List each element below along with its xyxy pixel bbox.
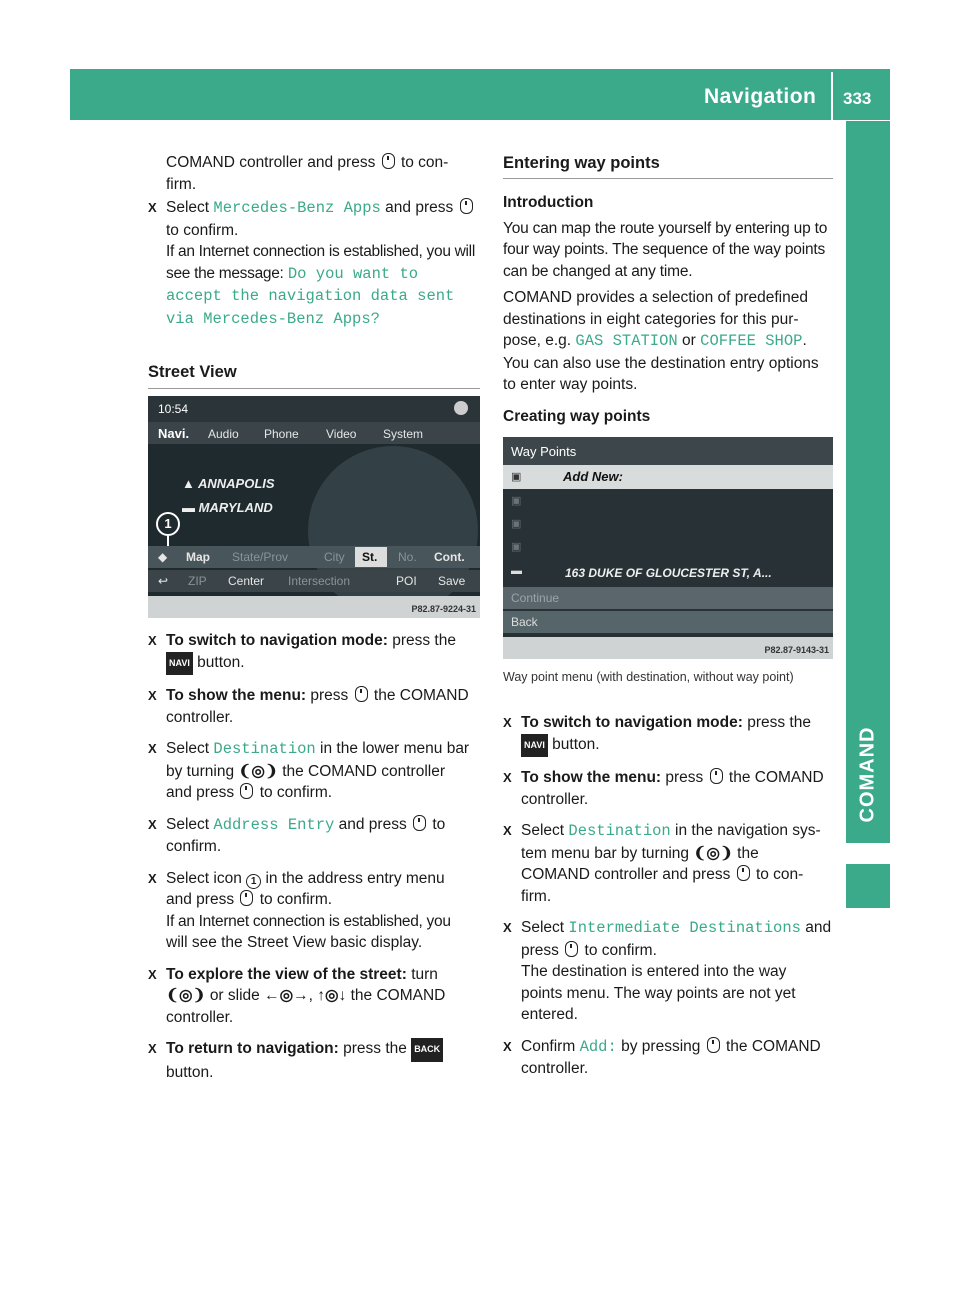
- menu-city[interactable]: City: [324, 550, 345, 564]
- menu-code: Add:: [579, 1037, 617, 1056]
- controller-turn-icon: ❨◎❩: [693, 844, 733, 862]
- controller-press-icon: [707, 1037, 720, 1053]
- text: press the: [392, 632, 456, 649]
- text: press: [665, 769, 704, 786]
- list-item: [148, 1038, 482, 1083]
- controller-press-icon: [413, 815, 426, 831]
- text: or: [682, 332, 696, 349]
- menu-continue[interactable]: Cont.: [434, 550, 465, 564]
- text: to con-: [755, 866, 804, 883]
- menu-code: Destination: [568, 822, 671, 840]
- text: controller.: [521, 1060, 589, 1077]
- entering-way-points-heading: Entering way points: [503, 154, 660, 172]
- text: controller.: [166, 708, 234, 726]
- controller-slide-horizontal-icon: ←◎→: [264, 987, 309, 1004]
- text: press the: [343, 1040, 407, 1057]
- controller-press-icon: [710, 768, 723, 784]
- controller-press-icon: [737, 865, 750, 881]
- section-title: Navigation: [704, 85, 817, 108]
- controller-turn-icon: ❨◎❩: [166, 987, 206, 1004]
- right-intro: [503, 192, 835, 396]
- text: To explore the view of the street:: [166, 965, 407, 983]
- list-item: [148, 685, 482, 728]
- left-column: [148, 152, 482, 330]
- text: press: [310, 687, 349, 704]
- text: to con-: [400, 154, 449, 171]
- text: pose, e.g.: [503, 332, 572, 349]
- list-item: [148, 868, 482, 954]
- introduction-heading: Introduction: [503, 194, 594, 211]
- list-item: [503, 712, 837, 757]
- text: Select: [166, 199, 210, 216]
- message-code: Do you want to: [287, 264, 419, 283]
- text: Confirm: [521, 1037, 576, 1055]
- compass-icon: [454, 401, 468, 415]
- text: to confirm.: [259, 784, 333, 801]
- list-item: X To explore the view of the street: turn ❨◎❩ or slide ←◎→, ↑◎↓ the COMAND controller.: [148, 964, 482, 1029]
- heading-rule: [148, 388, 480, 389]
- clock: 10:54: [158, 402, 189, 416]
- text: to confirm.: [584, 941, 657, 959]
- address-entry-icon[interactable]: ◆: [158, 550, 168, 564]
- text: in the navigation sys-: [675, 822, 821, 839]
- text: or slide: [209, 987, 260, 1004]
- text: confirm.: [166, 838, 222, 855]
- controller-press-icon: [565, 941, 578, 957]
- callout-1-icon: 1: [246, 874, 261, 889]
- controller-press-icon: [240, 783, 253, 799]
- text: firm.: [166, 175, 197, 193]
- text: to: [432, 815, 446, 833]
- text: and press: [166, 891, 235, 908]
- text: To switch to navigation mode:: [521, 714, 743, 731]
- navi-key-icon: NAVI: [521, 734, 548, 758]
- text: . You: [503, 332, 807, 372]
- figure-caption: Way point menu (with destination, without way point): [503, 670, 794, 684]
- page-number: 333: [843, 89, 872, 108]
- menu-state-prov[interactable]: State/Prov: [232, 550, 289, 564]
- tab-video[interactable]: Video: [326, 427, 357, 441]
- message-code: accept the navigation data sent: [166, 287, 455, 305]
- text: and press: [385, 199, 454, 216]
- back-arrow-icon[interactable]: ↩: [158, 574, 169, 588]
- text: To return to navigation:: [166, 1040, 339, 1057]
- list-item: [148, 814, 482, 858]
- text: press the: [747, 714, 811, 731]
- controller-turn-icon: ❨◎❩: [238, 762, 278, 780]
- tab-phone[interactable]: Phone: [264, 427, 299, 441]
- text: entered.: [521, 1006, 578, 1023]
- street-view-screenshot: [148, 396, 480, 618]
- location-city: ▬ MARYLAND: [182, 500, 273, 515]
- menu-title: Way Points: [511, 444, 577, 459]
- destination-flag-icon: ▬: [511, 565, 522, 577]
- menu-zip[interactable]: ZIP: [188, 574, 207, 588]
- tab-audio[interactable]: Audio: [208, 427, 239, 441]
- controller-press-icon: [460, 198, 473, 214]
- menu-code: Address Entry: [213, 815, 335, 834]
- continue-button[interactable]: Continue: [511, 591, 560, 605]
- menu-map[interactable]: Map: [186, 550, 210, 564]
- controller-press-icon: [382, 153, 395, 169]
- list-item: [503, 767, 837, 810]
- text: press: [521, 941, 559, 959]
- menu-street[interactable]: St.: [362, 550, 378, 564]
- waypoint-slot-icon: ▣: [511, 518, 522, 530]
- text: Select: [521, 919, 565, 936]
- text: COMAND controller and press: [166, 154, 376, 171]
- list-item: [148, 738, 482, 804]
- text: by turning: [166, 762, 235, 780]
- side-marker: [846, 864, 890, 908]
- message-code: via Mercedes-Benz Apps?: [166, 309, 380, 328]
- location-state: ▲ ANNAPOLIS: [182, 476, 275, 491]
- text: If an Internet connection is established, you will see the message:: [166, 243, 475, 282]
- text: Select: [166, 815, 210, 833]
- text: the COMAND controller: [282, 762, 445, 780]
- category-code: GAS STATION: [575, 332, 678, 350]
- menu-poi[interactable]: POI: [396, 574, 417, 588]
- text: button.: [166, 1063, 214, 1081]
- add-new-item[interactable]: Add New:: [563, 469, 623, 484]
- controller-press-icon: [240, 890, 253, 906]
- controller-press-icon: [355, 686, 368, 702]
- navi-key-icon: NAVI: [166, 652, 193, 676]
- street-view-heading: Street View: [148, 363, 237, 381]
- image-code: P82.87-9143-31: [764, 645, 829, 655]
- text: points menu. The way points are not yet: [521, 984, 796, 1002]
- menu-intersection[interactable]: Intersection: [288, 574, 351, 588]
- text: firm.: [521, 887, 552, 905]
- text: in the address entry menu: [265, 869, 445, 887]
- way-points-screenshot: [503, 437, 833, 659]
- location-label: MARYLAND: [198, 500, 273, 515]
- list-item: [503, 917, 837, 1026]
- text: and press: [338, 815, 407, 833]
- menu-code: Mercedes-Benz Apps: [213, 199, 381, 217]
- text: the COMAND: [728, 769, 824, 786]
- category-code: COFFEE SHOP: [700, 332, 803, 350]
- text: to confirm.: [166, 221, 239, 239]
- heading-rule: [503, 178, 833, 179]
- menu-code: Destination: [213, 740, 316, 758]
- image-code: P82.87-9224-31: [411, 604, 476, 614]
- text: in the lower menu bar: [320, 740, 470, 757]
- destination-item[interactable]: 163 DUKE OF GLOUCESTER ST, A...: [565, 566, 772, 580]
- list-item: [503, 1036, 837, 1080]
- paragraph: You can map the route yourself by entering up to four way points. The sequence of the way points can be changed at any time.: [503, 219, 828, 280]
- text: the COMAND: [373, 687, 469, 704]
- creating-way-points-heading: Creating way points: [503, 408, 651, 425]
- text: to confirm.: [259, 891, 333, 908]
- tab-navi[interactable]: Navi.: [158, 426, 190, 441]
- menu-center[interactable]: Center: [228, 574, 265, 588]
- text: the COMAND: [350, 987, 446, 1004]
- text: To switch to navigation mode:: [166, 632, 388, 649]
- text: by pressing: [621, 1037, 701, 1055]
- text: and press: [166, 784, 235, 801]
- waypoint-slot-icon: ▣: [511, 541, 522, 553]
- text: If an Internet connection is established, you: [166, 912, 451, 930]
- text: COMAND controller and press: [521, 866, 731, 883]
- list-item: [148, 197, 482, 330]
- waypoint-slot-icon: ▣: [511, 495, 522, 507]
- back-key-icon: BACK: [411, 1038, 443, 1062]
- tab-system[interactable]: System: [383, 427, 424, 441]
- right-instructions: [503, 712, 837, 1080]
- list-item: [148, 630, 482, 675]
- menu-number[interactable]: No.: [398, 550, 417, 564]
- text: can also use the destination entry options to enter way points.: [503, 354, 819, 393]
- back-button[interactable]: Back: [511, 615, 538, 629]
- text: controller.: [521, 790, 589, 808]
- text: tem menu bar by turning: [521, 844, 690, 862]
- text: button.: [197, 653, 245, 671]
- location-label: ANNAPOLIS: [198, 476, 275, 491]
- list-item: [503, 820, 837, 907]
- text: the: [737, 844, 759, 862]
- text: To show the menu:: [166, 687, 307, 704]
- text: Select: [166, 740, 210, 757]
- text: and: [805, 919, 832, 936]
- left-instructions: [148, 630, 482, 1083]
- menu-save[interactable]: Save: [438, 574, 466, 588]
- callout-1: 1: [156, 512, 180, 536]
- waypoint-slot-icon: ▣: [511, 471, 522, 483]
- text: will see the Street View basic display.: [166, 934, 423, 951]
- text: The destination is entered into the way: [521, 963, 787, 980]
- side-tab-label: COMAND: [856, 726, 879, 823]
- menu-code: Intermediate Destinations: [568, 919, 801, 937]
- text: Select: [521, 822, 565, 839]
- header-divider: [831, 72, 833, 120]
- text: Select icon: [166, 869, 242, 887]
- text: the COMAND: [726, 1037, 821, 1055]
- controller-slide-vertical-icon: ↑◎↓: [317, 987, 347, 1004]
- text: button.: [552, 735, 600, 753]
- side-tab-label-wrap: [856, 720, 880, 830]
- text: COMAND provides a selection of predefined destinations in eight categories for this pur-: [503, 289, 808, 328]
- text: turn: [411, 965, 438, 983]
- text: controller.: [166, 1008, 234, 1026]
- text: To show the menu:: [521, 769, 662, 786]
